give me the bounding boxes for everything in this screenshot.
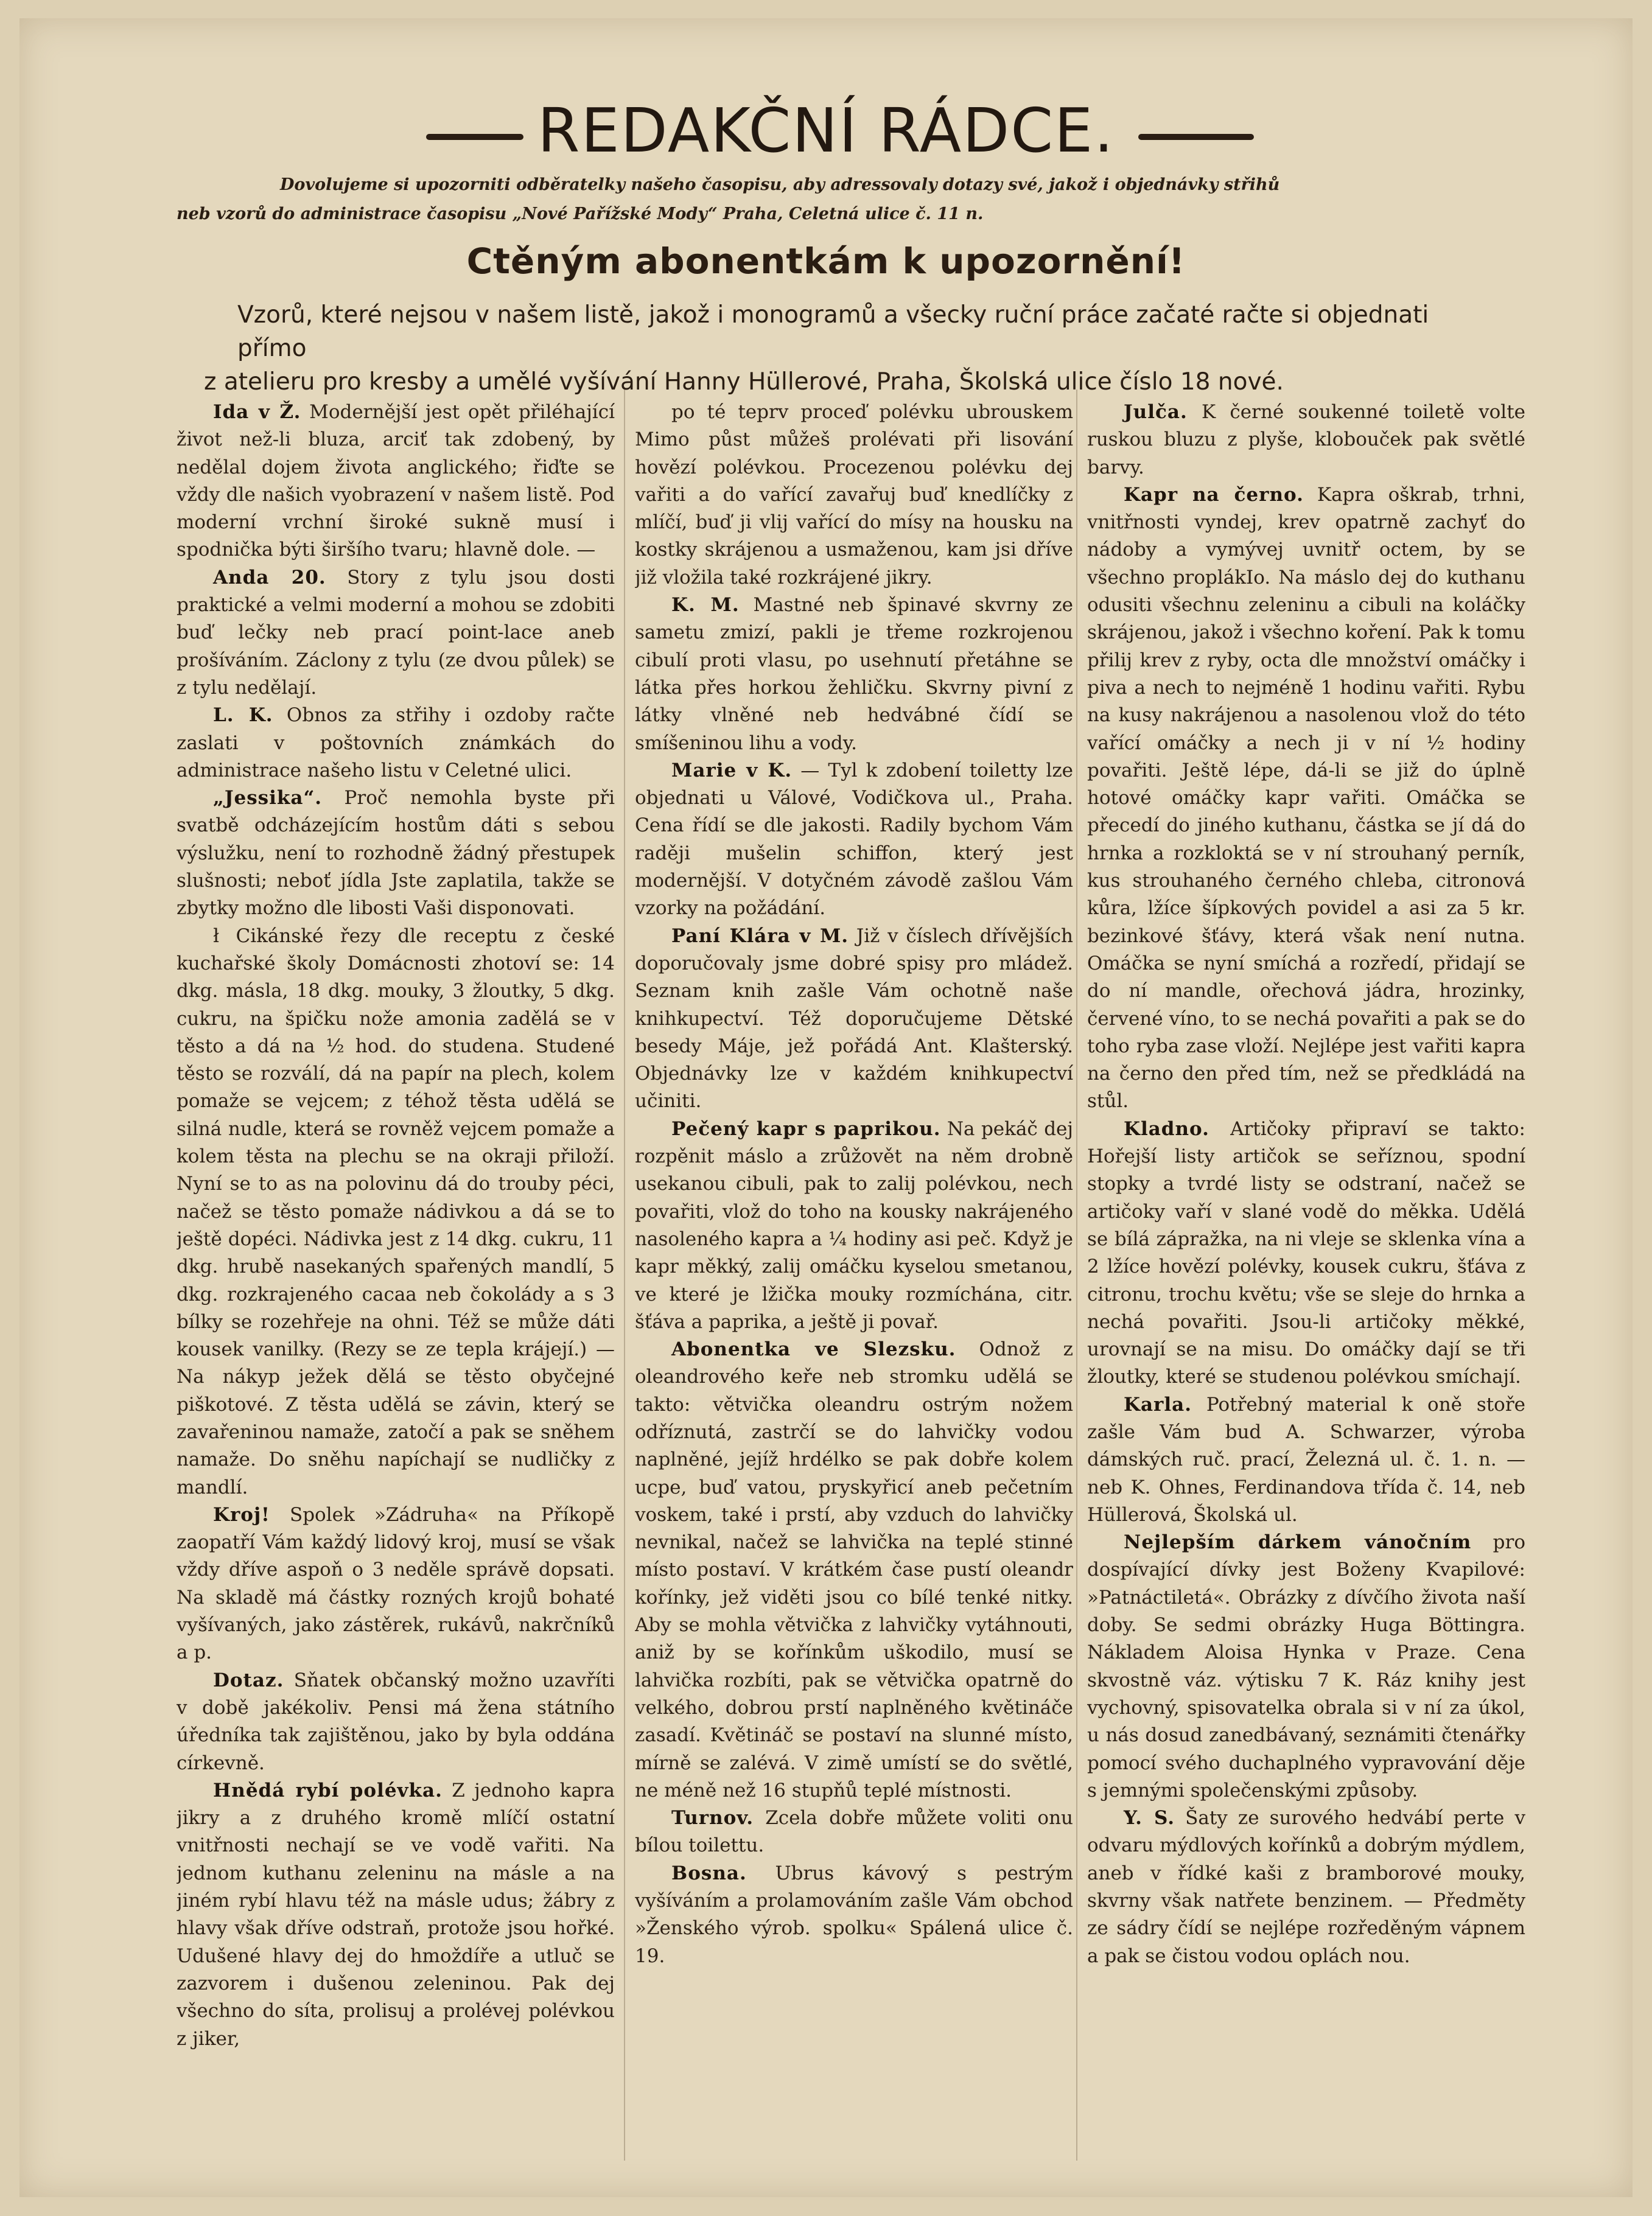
answer-addressee: Julča. [1124, 401, 1188, 423]
answer-text: Ubrus kávový s pestrým vyšíváním a prolamováním zašle Vám obchod »Ženského výrob. spolku« Spálená ulice č. 19. [635, 1862, 1073, 1967]
answer-addressee: L. K. [213, 704, 273, 727]
column-divider [1076, 390, 1077, 2161]
answer-entry [635, 757, 1073, 923]
intro-line-2: z atelieru pro kresby a umělé vyšívání Hanny Hüllerové, Praha, Školská ulice číslo 18 nové. [204, 368, 1284, 396]
column-1 [177, 399, 615, 2188]
answer-text: Mastné neb špinavé skvrny ze sametu zmizí, pakli je třeme rozkrojenou cibulí proti vlasu, po usehnutí přetáhne se látka přes horkou žehličku. Skvrny pivní z látky vlněné neb hedvábné čídí se smíšeninou lihu a vody. [635, 594, 1073, 754]
answer-text: pro dospívající dívky jest Boženy Kvapilové: »Patnáctiletá«. Obrázky z dívčího života naší doby. Se sedmi obrázky Huga Böttingra. Nákladem Aloisa Hynka v Praze. Cena skvostně váz. výtisku 7 K. Ráz knihy jest vychovný, spisovatelka obrala si v ní za úkol, u nás dosud zanedbávaný, seznámiti čtenářky pomocí svého duchaplného vypravování děje s jemnými společenskými způsoby. [1087, 1531, 1525, 1802]
answer-text: Proč nemohla byste při svatbě odcházejícím hostům dáti s sebou výslužku, není to rozhodně žádný přestupek slušnosti; neboť jídla Jste zaplatila, takže se zbytky možno dle libosti Vaši disponovati. [177, 787, 615, 920]
answer-addressee: Ida v Ž. [213, 401, 301, 423]
answer-addressee: Y. S. [1124, 1807, 1175, 1830]
answer-entry [635, 592, 1073, 757]
column-divider [624, 390, 625, 2161]
column-2 [635, 399, 1073, 2188]
answer-entry [177, 564, 615, 702]
answer-addressee: Anda 20. [213, 566, 326, 589]
answer-addressee: „Jessika“. [213, 787, 323, 809]
answer-entry [635, 399, 1073, 592]
answer-entry [635, 1805, 1073, 1860]
answer-addressee: Paní Klára v M. [671, 924, 849, 947]
answer-addressee: Turnov. [671, 1807, 754, 1830]
intro-notice [204, 298, 1452, 399]
answer-addressee: Abonentka ve Slezsku. [671, 1338, 956, 1361]
answer-entry [635, 923, 1073, 1116]
title-rule-right [1138, 134, 1254, 140]
answer-text: ł Cikánské řezy dle receptu z české kuchařské školy Domácnosti zhotoví se: 14 dkg. másla, 18 dkg. mouky, 3 žloutky, 5 dkg. cukru, na špičku nože amonia zadělá se v těsto a dá na ½ hod. do studena. Studené těsto se rozválí, dá na papír na plech, kolem pomaže se vejcem; z téhož těsta udělá se silná nudle, která se rovněž vejcem pomaže a kolem těsta na plechu se na okraji přiloží. Nyní se to as na polovinu dá do trouby péci, načež se těsto pomaže nádivkou a dá se to ještě dopéci. Nádivka jest z 14 dkg. cukru, 11 dkg. hrubě nasekaných spařených mandlí, 5 dkg. rozkrajeného cacaa neb čokolády a s 3 bílky se rozehřeje na ohni. Též se může dáti kousek vanilky. (Rezy se ze tepla krájejí.) — Na nákyp ježek dělá se těsto obyčejné piškotové. Z těsta udělá se závin, který se zavařeninou namaže, zatočí a pak se sněhem namaže. Do sněhu napíchají se nudličky z mandlí. [177, 924, 615, 1498]
answer-entry [177, 785, 615, 922]
answer-text: Zcela dobře můžete voliti onu bílou toilettu. [635, 1807, 1073, 1857]
answer-addressee: Marie v K. [671, 759, 793, 781]
answer-text: — Tyl k zdobení toiletty lze objednati u Válové, Vodičkova ul., Praha. Cena řídí se dle jakosti. Radily bychom Vám raději mušelin schiffon, který jest modernější. V dotyčném závodě zašlou Vám vzorky na požádání. [635, 759, 1073, 920]
answer-text: Z jednoho kapra jikry a z druhého kromě mlíčí ostatní vnitřnosti nechají se ve vodě vařiti. Na jednom kuthanu zeleninu na másle a na jiném rybí hlavu též na másle udus; žábry z hlavy však dříve odstraň, protože jsou hořké. Udušené hlavy dej do hmoždíře a utluč se zazvorem i dušenou zeleninou. Pak dej všechno do síta, prolisuj a prolévej polévkou z jiker, [177, 1779, 615, 2050]
answer-text: Odnož z oleandrového keře neb stromku udělá se takto: větvička oleandru ostrým nožem odříznutá, zastrčí se do lahvičky vodou naplněné, jejíž hrdélko se pak dobře kolem ucpe, buď vatou, pryskyřicí aneb pečetním voskem, také i prstí, aby vzduch do lahvičky nevnikal, načež se lahvička na teplé stinné místo postaví. V krátkém čase pustí oleandr kořínky, jež viděti jsou co bílé tenké nitky. Aby se mohla větvička z lahvičky vytáhnouti, aniž by se kořínkům uškodilo, musí se lahvička rozbíti, pak se větvička opatrně do velkého, dobrou prstí naplněného květináče zasadí. Květináč se postaví na slunné místo, mírně se zalévá. V zimě umístí se do světlé, ne méně než 16 stupňů teplé místnosti. [635, 1338, 1073, 1802]
answer-entry [635, 1336, 1073, 1805]
intro-line-1: Vzorů, které nejsou v našem listě, jakož i monogramů a všecky ruční práce začaté račte si objednati přímo [237, 301, 1429, 362]
answer-entry [1087, 1805, 1525, 1970]
answer-addressee: Kladno. [1124, 1117, 1209, 1140]
answer-text: Na pekáč dej rozpěnit máslo a zrůžovět na něm drobně usekanou cibuli, pak to zalij polévkou, nech povařiti, vlož do toho na kousky nakrájeného nasoleného kapra a ¼ hodiny asi peč. Když je kapr měkký, zalij omáčku kyselou smetanou, ve které je lžička mouky rozmíchána, citr. šťáva a paprika, a ještě ji povař. [635, 1117, 1073, 1333]
answer-text: Story z tylu jsou dosti praktické a velmi moderní a mohou se zdobiti buď lečky neb prací point-lace aneb prošíváním. Záclony z tylu (ze dvou půlek) se z tylu nedělají. [177, 566, 615, 699]
masthead [0, 91, 1652, 170]
answer-entry [1087, 481, 1525, 1116]
answer-entry [1087, 399, 1525, 481]
answer-entry [635, 1860, 1073, 1970]
answer-text: po té teprv proceď polévku ubrouskem Mimo půst můžeš prolévati při lisování hovězí polévkou. Procezenou polévku dej vařiti a do vařící zavařuj buď knedlíčky z mlíčí, buď ji vlij vařící do mísy na housku na kostky skrájenou a usmaženou, kam jsi dříve již vložila také rozkrájené jikry. [635, 401, 1073, 589]
notice-line-1: Dovolujeme si upozorniti odběratelky našeho časopisu, aby adressovaly dotazy své, jakož i objednávky střihů [280, 175, 1280, 194]
answer-text: K černé soukenné toiletě volte ruskou bluzu z plyše, klobouček pak světlé barvy. [1087, 401, 1525, 478]
answer-text: Kapra oškrab, trhni, vnitřnosti vyndej, krev opatrně zachyť do nádoby a vymývej uvnitř octem, by se všechno proplákIo. Na máslo dej do kuthanu odusiti všechnu zeleninu a cibuli na koláčky skrájenou, jakož i všechno koření. Pak k tomu přilij krev z ryby, octa dle množství omáčky i piva a nech to nejméně 1 hodinu vařiti. Rybu na kusy nakrájenou a nasolenou vlož do této vařící omáčky a nech ji v ní ½ hodiny povařiti. Ještě lépe, dá-li se již do úplně hotové omáčky kapr vařiti. Omáčka se přecedí do jiného kuthanu, částka se jí dá do hrnka a rozkloktá se v ní strouhaný perník, kus strouhaného černého chleba, citronová kůra, lžíce šípkových povidel a asi za 5 kr. bezinkové šťávy, která však není nutna. Omáčka se nyní smíchá a rozředí, přidají se do ní mandle, ořechová jádra, hrozinky, červené víno, to se nechá povařiti a pak se do toho ryba zase vloží. Nejlépe jest vařiti kapra na černo den před tím, než se předkládá na stůl. [1087, 483, 1525, 1113]
answer-text: Modernější jest opět přiléhající život než-li bluza, arciť tak zdobený, by nedělal dojem života anglického; řiďte se vždy dle našich vyobrazení v našem listě. Pod moderní vrchní široké sukně musí i spodnička býti širšího tvaru; hlavně dole. — [177, 401, 615, 561]
answer-entry [1087, 1529, 1525, 1805]
answer-addressee: Kroj! [213, 1503, 270, 1526]
answer-entry [1087, 1116, 1525, 1391]
answer-addressee: K. M. [671, 594, 740, 617]
answer-addressee: Kapr na černo. [1124, 483, 1304, 506]
answer-text: Potřebný material k oně stoře zašle Vám bud A. Schwarzer, výroba dámských ruč. prací, Železná ul. č. 1. n. — neb K. Ohnes, Ferdinandova třída č. 14, neb Hüllerová, Školská ul. [1087, 1393, 1525, 1526]
answer-addressee: Pečený kapr s paprikou. [671, 1117, 941, 1140]
answer-entry [177, 1667, 615, 1777]
answer-text: Spolek »Zádruha« na Příkopě zaopatří Vám každý lidový kroj, musí se však vždy dříve aspoň o 3 neděle správě dopsati. Na skladě má částky rozných krojů bohaté vyšívaných, jako zástěrek, rukávů, nakrčníků a p. [177, 1503, 615, 1664]
answer-text: Šaty ze surového hedvábí perte v odvaru mýdlových kořínků a dobrým mýdlem, aneb v řídké kaši z bramborové mouky, skvrny však natřete benzinem. — Předměty ze sádry čídí se nejlépe rozředěným vápnem a pak se čistou vodou oplách nou. [1087, 1807, 1525, 1967]
answer-addressee: Nejlepším dárkem vánočním [1124, 1531, 1472, 1554]
answer-text: Artičoky připraví se takto: Hořejší listy artičok se seříznou, spodní stopky a tvrdé listy se odstraní, načež se artičoky vaří v slané vodě do měkka. Udělá se bílá zápražka, na ni vleje se sklenka vína a 2 lžíce hovězí polévky, kousek cukru, šťáva z citronu, trochu květu; vše se sleje do hrnka a nechá povařiti. Jsou-li artičoky měkké, urovnají se na misu. Do omáčky dají se tři žloutky, které se studenou polévkou smíchají. [1087, 1117, 1525, 1388]
answer-entry [177, 399, 615, 564]
answer-entry [177, 1501, 615, 1667]
answer-entry [177, 1777, 615, 2053]
answer-addressee: Hnědá rybí polévka. [213, 1779, 443, 1802]
answer-entry [1087, 1391, 1525, 1529]
answer-addressee: Bosna. [671, 1862, 747, 1884]
answer-entry [635, 1116, 1073, 1336]
editorial-notice [177, 170, 1534, 229]
answer-entry [177, 702, 615, 785]
masthead-title: REDAKČNÍ RÁDCE. [537, 95, 1115, 166]
answer-text: Sňatek občanský možno uzavříti v době jakékoliv. Pensi má žena státního úředníka tak zajištěnou, jako by byla oddána církevně. [177, 1669, 615, 1774]
answer-text: Již v číslech dřívějších doporučovaly jsme dobré spisy pro mládež. Seznam knih zašle Vám ochotně naše knihkupectví. Též doporučujeme Dětské besedy Máje, jež pořádá Ant. Klašterský. Objednávky lze v každém knihkupectví učiniti. [635, 924, 1073, 1113]
column-3 [1087, 399, 1525, 2188]
answer-text: Obnos za střihy i ozdoby račte zaslati v poštovních známkách do administrace našeho listu v Celetné ulici. [177, 704, 615, 781]
answer-addressee: Karla. [1124, 1393, 1192, 1416]
answer-addressee: Dotaz. [213, 1669, 284, 1691]
section-heading: Ctěným abonentkám k upozornění! [466, 240, 1186, 282]
answer-entry [177, 923, 615, 1501]
notice-line-2: neb vzorů do administrace časopisu „Nové Pařížské Mody“ Praha, Celetná ulice č. 11 n. [177, 204, 984, 223]
